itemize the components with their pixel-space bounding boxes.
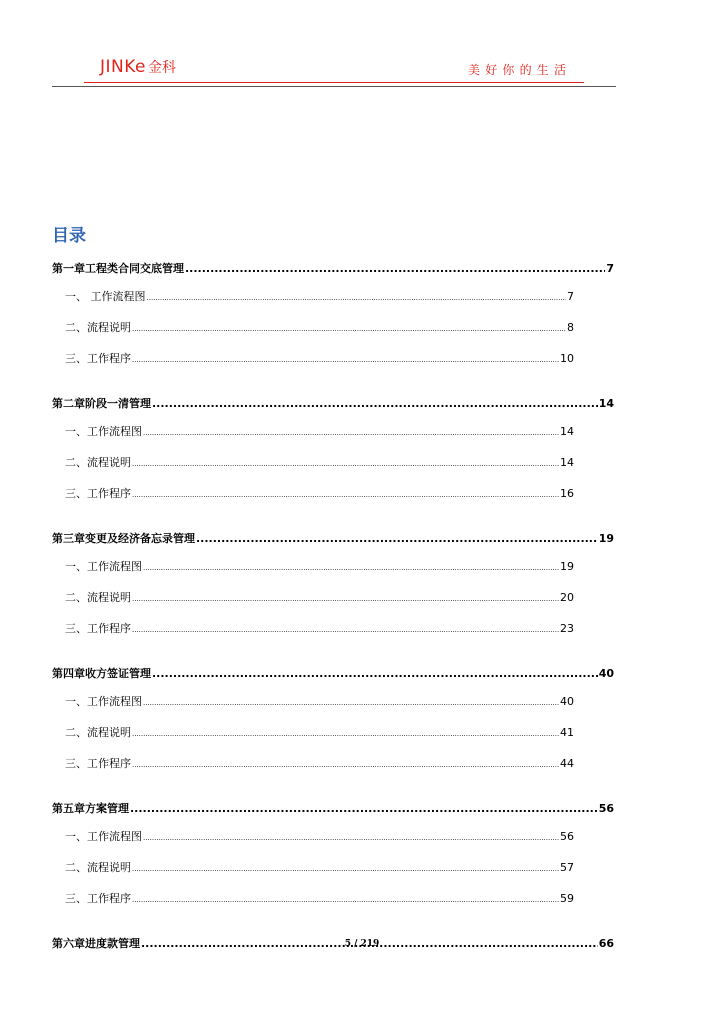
toc-section-page: 7: [567, 290, 574, 303]
toc-section-label: 三、工作程序: [65, 352, 131, 365]
toc-leader-dots: [143, 429, 559, 437]
toc-section-entry[interactable]: [65, 350, 574, 366]
toc-chapter-page: 66: [598, 937, 614, 950]
logo-chinese: 金科: [148, 60, 177, 76]
toc-section-page: 56: [560, 830, 574, 843]
toc-chapter-label: 第五章方案管理: [52, 802, 129, 815]
toc-section-entry[interactable]: [65, 755, 574, 771]
toc-section-label: 三、工作程序: [65, 622, 131, 635]
toc-section-page: 59: [560, 892, 574, 905]
toc-leader-dots: [132, 730, 559, 738]
toc-chapter-label: 第二章阶段一清管理: [52, 397, 151, 410]
toc-section-page: 20: [560, 591, 574, 604]
toc-chapter-label: 第三章变更及经济备忘录管理: [52, 532, 195, 545]
toc-section-entry[interactable]: [65, 859, 574, 875]
toc-leader-dots: [132, 325, 566, 333]
toc-section-entry[interactable]: [65, 454, 574, 470]
toc-section-label: 一、工作流程图: [65, 425, 142, 438]
toc-section-entry[interactable]: [65, 724, 574, 740]
toc-section-entry[interactable]: [65, 828, 574, 844]
toc-section-page: 40: [560, 695, 574, 708]
toc-section-label: 三、工作程序: [65, 757, 131, 770]
toc-chapter-entry[interactable]: [52, 800, 614, 816]
toc-section-page: 14: [560, 425, 574, 438]
toc-chapter-entry[interactable]: [52, 530, 614, 546]
page-number: 5 / 219: [344, 939, 380, 949]
toc-chapter-page: 19: [598, 532, 614, 545]
logo-wordmark: JINKe: [100, 57, 147, 77]
toc-chapter-label: 第四章收方签证管理: [52, 667, 151, 680]
header-gray-rule: [52, 86, 616, 87]
toc-leader-dots: [132, 761, 559, 769]
toc-section-page: 8: [567, 321, 574, 334]
toc-leader-dots: [132, 491, 559, 499]
toc-chapter-page: 14: [598, 397, 614, 410]
toc-section-label: 二、流程说明: [65, 726, 131, 739]
toc-chapter-entry[interactable]: [52, 665, 614, 681]
jinke-logo: [100, 57, 176, 79]
toc-section-entry[interactable]: [65, 485, 574, 501]
toc-section-page: 57: [560, 861, 574, 874]
toc-chapter-page: 56: [598, 802, 614, 815]
toc-section-label: 三、工作程序: [65, 487, 131, 500]
toc-chapter-label: 第一章工程类合同交底管理: [52, 262, 184, 275]
toc-leader-dots: [152, 667, 598, 680]
toc-section-page: 23: [560, 622, 574, 635]
toc-chapter-entry[interactable]: [52, 260, 614, 276]
page-header: [0, 0, 724, 90]
toc-section-label: 二、流程说明: [65, 861, 131, 874]
toc-section-label: 二、流程说明: [65, 591, 131, 604]
header-red-rule: [84, 82, 584, 83]
toc-section-page: 19: [560, 560, 574, 573]
toc-section-entry[interactable]: [65, 890, 574, 906]
toc-section-entry[interactable]: [65, 319, 574, 335]
toc-chapter-entry[interactable]: [52, 395, 614, 411]
toc-section-label: 一、 工作流程图: [65, 290, 146, 303]
toc-leader-dots: [130, 802, 598, 815]
toc-section-page: 41: [560, 726, 574, 739]
toc-leader-dots: [143, 699, 559, 707]
toc-leader-dots: [132, 460, 559, 468]
toc-chapter-page: 7: [606, 262, 614, 275]
toc-section-label: 一、工作流程图: [65, 560, 142, 573]
toc-leader-dots: [143, 834, 559, 842]
toc-section-page: 14: [560, 456, 574, 469]
toc-section-label: 二、流程说明: [65, 321, 131, 334]
toc-section-entry[interactable]: [65, 693, 574, 709]
toc-leader-dots: [147, 294, 567, 302]
toc-section-entry[interactable]: [65, 558, 574, 574]
toc-chapter-label: 第六章进度款管理: [52, 937, 140, 950]
toc-leader-dots: [132, 595, 559, 603]
toc-section-entry[interactable]: [65, 589, 574, 605]
toc-leader-dots: [132, 865, 559, 873]
toc-section-page: 44: [560, 757, 574, 770]
toc-section-label: 一、工作流程图: [65, 830, 142, 843]
toc-leader-dots: [132, 896, 559, 904]
header-slogan: 美好你的生活: [468, 63, 572, 77]
toc-section-entry[interactable]: [65, 423, 574, 439]
toc-leader-dots: [132, 356, 559, 364]
toc-section-entry[interactable]: [65, 620, 574, 636]
toc-leader-dots: [196, 532, 598, 545]
toc-leader-dots: [132, 626, 559, 634]
toc-chapter-page: 40: [598, 667, 614, 680]
toc-leader-dots: [185, 262, 605, 275]
toc-section-page: 10: [560, 352, 574, 365]
toc-leader-dots: [152, 397, 598, 410]
toc-section-label: 三、工作程序: [65, 892, 131, 905]
toc-section-entry[interactable]: [65, 288, 574, 304]
toc-section-page: 16: [560, 487, 574, 500]
toc-section-label: 一、工作流程图: [65, 695, 142, 708]
toc-section-label: 二、流程说明: [65, 456, 131, 469]
toc-leader-dots: [143, 564, 559, 572]
toc-title: 目录: [52, 226, 86, 246]
